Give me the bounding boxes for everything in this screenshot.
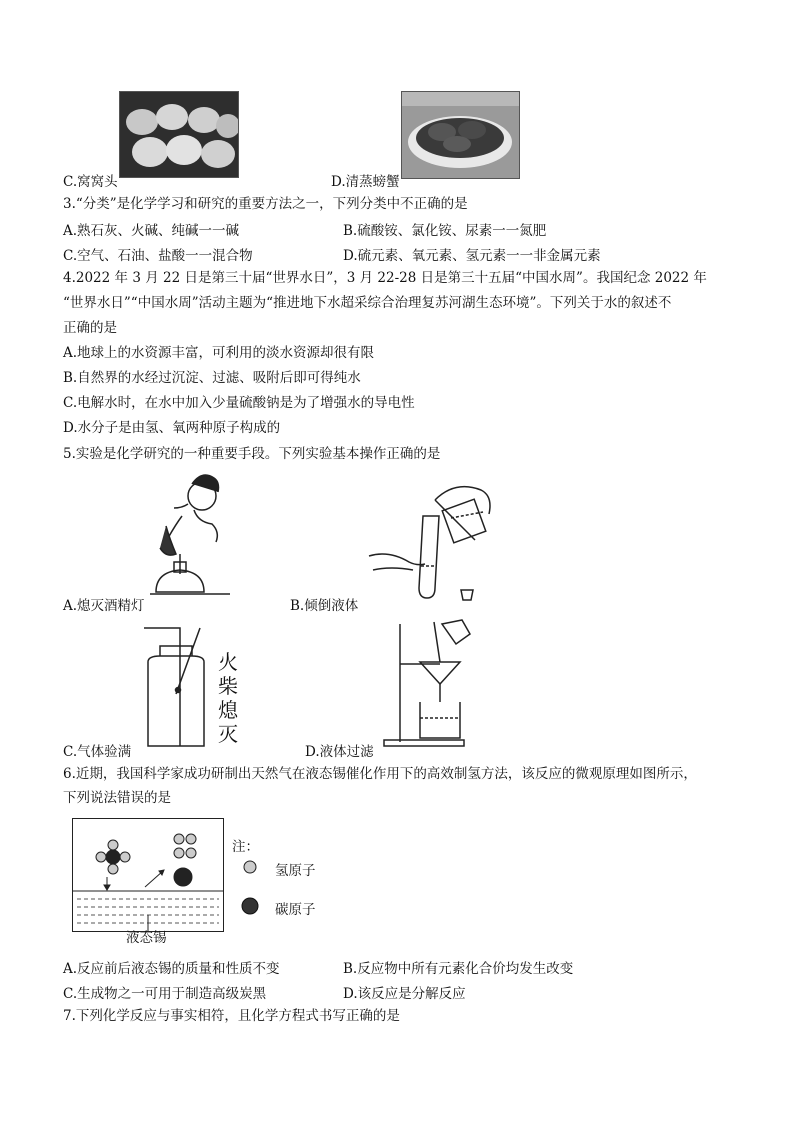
steamed-bun-image bbox=[120, 92, 238, 177]
q4-option-b[interactable]: B.自然界的水经过沉淀、过滤、吸附后即可得纯水 bbox=[63, 370, 361, 386]
q5-option-d[interactable]: D.液体过滤 bbox=[305, 744, 374, 760]
q6-option-d[interactable]: D.该反应是分解反应 bbox=[343, 986, 466, 1002]
steamed-bun-photo bbox=[119, 91, 239, 178]
q5-option-c[interactable]: C.气体验满 bbox=[63, 744, 132, 760]
q5-option-a[interactable]: A.熄灭酒精灯 bbox=[63, 598, 145, 614]
q2-option-c[interactable]: C.窝窝头 bbox=[63, 174, 118, 190]
q6-stem-line2: 下列说法错误的是 bbox=[63, 790, 171, 806]
hydrogen-atom-icon bbox=[242, 859, 258, 875]
q3-option-d[interactable]: D.硫元素、氧元素、氢元素一一非金属元素 bbox=[343, 248, 601, 264]
reaction-diagram-drawing bbox=[73, 819, 223, 931]
match-label-4: 灭 bbox=[218, 722, 238, 746]
q3-stem: 3.“分类”是化学学习和研究的重要方法之一，下列分类中不正确的是 bbox=[63, 196, 468, 212]
q2-option-d[interactable]: D.清蒸螃蟹 bbox=[331, 174, 400, 190]
steamed-crab-image bbox=[402, 92, 519, 178]
liquid-tin-label: 液态锡 bbox=[126, 930, 167, 946]
q4-option-c[interactable]: C.电解水时，在水中加入少量硫酸钠是为了增强水的导电性 bbox=[63, 395, 415, 411]
match-label-1: 火 bbox=[218, 650, 238, 674]
reaction-diagram bbox=[72, 818, 224, 932]
q4-stem-line3: 正确的是 bbox=[63, 320, 117, 336]
legend-carbon: 碳原子 bbox=[275, 902, 316, 918]
match-label-3: 熄 bbox=[218, 698, 238, 722]
blow-out-lamp-figure bbox=[140, 466, 240, 606]
pour-liquid-figure bbox=[365, 470, 505, 610]
q4-option-a[interactable]: A.地球上的水资源丰富，可利用的淡水资源却很有限 bbox=[63, 345, 375, 361]
q5-option-b[interactable]: B.倾倒液体 bbox=[290, 598, 359, 614]
q5-stem: 5.实验是化学研究的一种重要手段。下列实验基本操作正确的是 bbox=[63, 446, 441, 462]
q6-option-c[interactable]: C.生成物之一可用于制造高级炭黑 bbox=[63, 986, 267, 1002]
q7-stem: 7.下列化学反应与事实相符，且化学方程式书写正确的是 bbox=[63, 1008, 400, 1024]
q3-option-c[interactable]: C.空气、石油、盐酸一一混合物 bbox=[63, 248, 253, 264]
q6-option-a[interactable]: A.反应前后液态锡的质量和性质不变 bbox=[63, 961, 280, 977]
match-label-2: 柴 bbox=[218, 674, 238, 698]
q6-option-b[interactable]: B.反应物中所有元素化合价均发生改变 bbox=[343, 961, 574, 977]
steamed-crab-photo bbox=[401, 91, 520, 179]
q4-stem-line1: 4.2022 年 3 月 22 日是第三十届“世界水日”，3 月 22-28 日是第三十五届“中国水周”。我国纪念 2022 年 bbox=[63, 270, 707, 286]
q3-option-b[interactable]: B.硫酸铵、氯化铵、尿素一一氮肥 bbox=[343, 223, 547, 239]
legend-hydrogen: 氢原子 bbox=[275, 863, 316, 879]
legend-title: 注： bbox=[232, 839, 259, 855]
q3-option-a[interactable]: A.熟石灰、火碱、纯碱一一碱 bbox=[63, 223, 240, 239]
q4-stem-line2: “世界水日”“中国水周”活动主题为“推进地下水超采综合治理复苏河湖生态环境”。下列关于水的叙述不 bbox=[63, 295, 672, 311]
q6-stem-line1: 6.近期，我国科学家成功研制出天然气在液态锡催化作用下的高效制氢方法，该反应的微观原理如图所示， bbox=[63, 766, 697, 782]
q4-option-d[interactable]: D.水分子是由氢、氧两种原子构成的 bbox=[63, 420, 281, 436]
filtration-figure bbox=[380, 618, 480, 748]
carbon-atom-icon bbox=[240, 896, 260, 916]
gas-check-figure bbox=[140, 622, 260, 752]
